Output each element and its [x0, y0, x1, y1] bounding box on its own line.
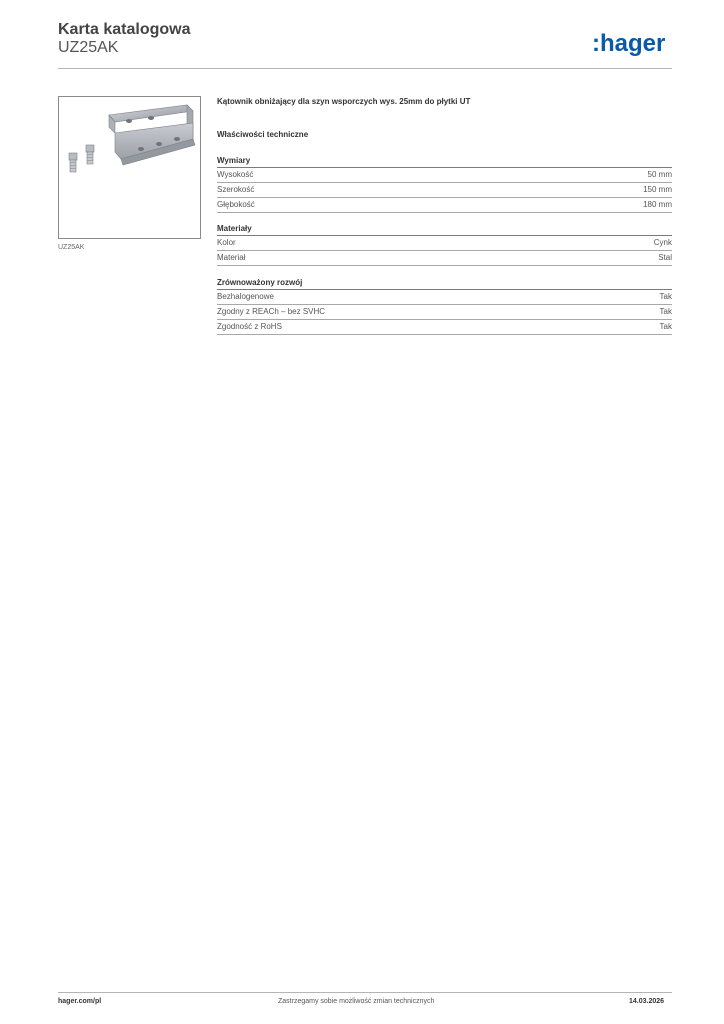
group-title: Zrównoważony rozwój	[217, 277, 672, 290]
product-description: Kątownik obniżający dla szyn wsporczych wys. 25mm do płytki UT	[217, 97, 471, 106]
spec-label: Zgodny z REACh – bez SVHC	[217, 307, 326, 316]
group-dimensions	[217, 155, 672, 213]
spec-row	[217, 198, 672, 213]
spec-label: Zgodność z RoHS	[217, 322, 282, 331]
header-divider	[58, 68, 672, 69]
group-title: Wymiary	[217, 155, 672, 168]
spec-row	[217, 183, 672, 198]
spec-value: 50 mm	[647, 170, 672, 179]
product-code: UZ25AK	[58, 39, 119, 56]
group-title: Materiały	[217, 223, 672, 236]
spec-label: Szerokość	[217, 185, 255, 194]
spec-row	[217, 320, 672, 335]
spec-label: Głębokość	[217, 200, 255, 209]
spec-value: Tak	[659, 322, 672, 331]
spec-label: Bezhalogenowe	[217, 292, 274, 301]
section-title: Właściwości techniczne	[217, 130, 309, 139]
product-image	[58, 96, 201, 239]
spec-row	[217, 251, 672, 266]
image-caption: UZ25AK	[58, 244, 85, 251]
spec-row	[217, 290, 672, 305]
bracket-illustration	[59, 97, 200, 238]
spec-value: 150 mm	[643, 185, 672, 194]
spec-row	[217, 305, 672, 320]
spec-value: Tak	[659, 307, 672, 316]
page-title: Karta katalogowa	[58, 21, 191, 38]
logo-text: :hager	[592, 30, 666, 56]
spec-value: Tak	[659, 292, 672, 301]
spec-row	[217, 168, 672, 183]
screw-1	[69, 153, 77, 172]
spec-value: Cynk	[653, 238, 672, 247]
footer-website-link[interactable]: hager.com/pl	[58, 998, 102, 1005]
spec-value: Stal	[658, 253, 672, 262]
footer-date: 14.03.2026	[629, 998, 665, 1005]
spec-value: 180 mm	[643, 200, 672, 209]
screw-2	[86, 145, 94, 164]
group-materials	[217, 223, 672, 266]
group-sustainability	[217, 277, 672, 335]
spec-label: Kolor	[217, 238, 236, 247]
spec-label: Wysokość	[217, 170, 254, 179]
footer-divider	[58, 992, 672, 993]
spec-row	[217, 236, 672, 251]
footer-notice: Zastrzegamy sobie możliwość zmian technicznych	[278, 998, 435, 1005]
hager-logo	[592, 30, 674, 56]
spec-label: Materiał	[217, 253, 246, 262]
